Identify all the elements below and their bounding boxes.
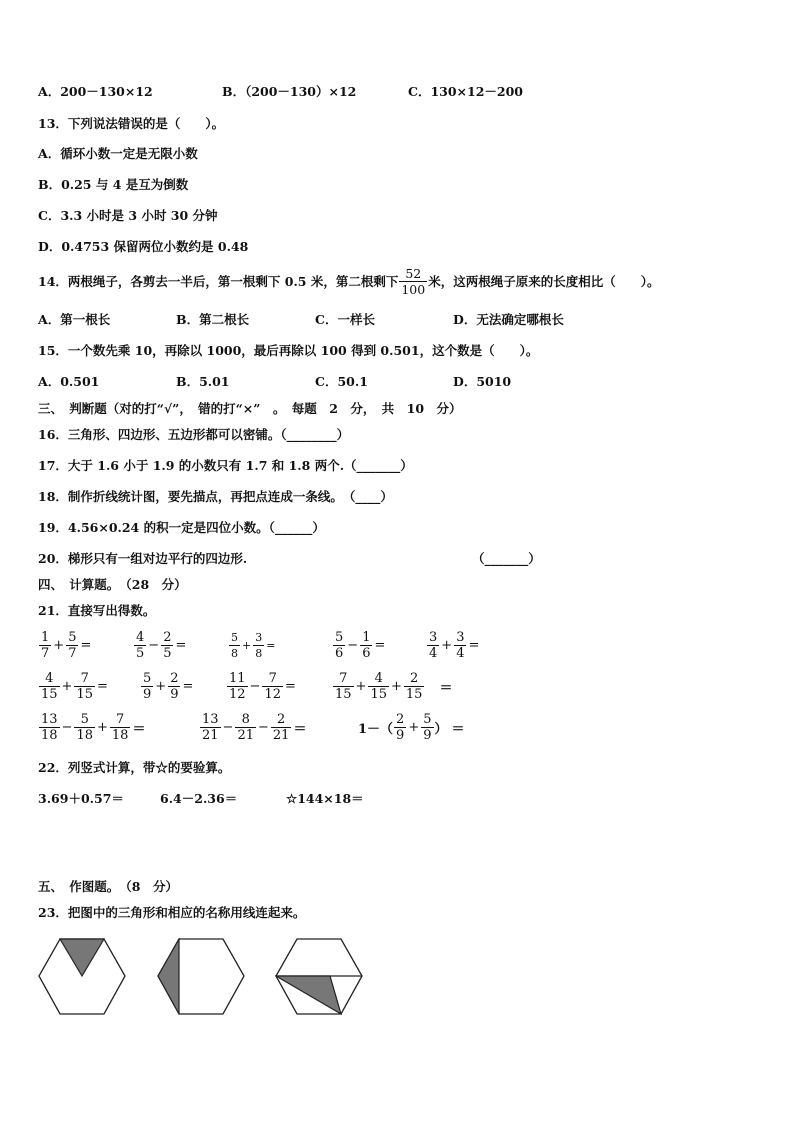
fraction	[39, 712, 60, 743]
denominator: 15	[41, 687, 58, 702]
numerator: 2	[170, 671, 179, 686]
denominator: 9	[396, 728, 405, 743]
denominator: 18	[41, 728, 58, 743]
denominator: 18	[111, 728, 129, 743]
q16: 16．三角形、四边形、五边形都可以密铺。（________）	[38, 427, 350, 442]
numerator: 3	[456, 630, 465, 645]
fraction	[141, 671, 153, 702]
hexagon-figure-3	[275, 938, 363, 1016]
q14-option-c: C．一样长	[315, 312, 375, 327]
q14-option-d: D．无法确定哪根长	[453, 312, 564, 327]
denominator: 15	[405, 687, 423, 702]
shaded-triangle	[158, 939, 179, 1014]
q14-fraction-numerator: 52	[405, 266, 422, 281]
q22-stem: 22．列竖式计算，带☆的要验算。	[38, 760, 231, 775]
q14-option-a: A．第一根长	[38, 312, 111, 327]
numerator: 3	[255, 631, 263, 644]
numerator: 7	[116, 712, 125, 727]
q13-option-b: B．0.25 与 4 是互为倒数	[38, 177, 189, 192]
q13-option-a: A．循环小数一定是无限小数	[38, 146, 198, 161]
q13-option-c: C．3.3 小时是 3 小时 30 分钟	[38, 208, 218, 223]
q15-stem: 15．一个数先乘 10，再除以 1000，最后再除以 100 得到 0.501，这个数是（ ）。	[38, 343, 539, 358]
hexagon-figure-1	[38, 938, 126, 1016]
fraction	[66, 630, 78, 661]
denominator: 9	[143, 687, 152, 702]
denominator: 7	[68, 646, 77, 661]
denominator: 6	[335, 646, 344, 661]
equals-sign: ＝	[293, 722, 307, 737]
q12-option-b: B．（200－130）×12	[222, 84, 357, 99]
operator: +	[408, 720, 420, 735]
denominator: 8	[231, 647, 238, 660]
denominator: 15	[76, 687, 93, 702]
fraction	[39, 671, 60, 702]
fraction	[229, 630, 240, 661]
fraction	[333, 630, 345, 661]
q19: 19．4.56×0.24 的积一定是四位小数。（______）	[38, 520, 325, 535]
denominator: 21	[202, 728, 219, 743]
numerator: 5	[231, 631, 238, 644]
fraction	[404, 671, 425, 702]
q13-stem: 13．下列说法错误的是（ ）。	[38, 116, 225, 131]
fraction	[74, 712, 95, 743]
equals-sign: =	[97, 679, 108, 694]
q13-option-d: D．0.4753 保留两位小数约是 0.48	[38, 239, 249, 254]
numerator: 4	[136, 630, 145, 645]
fraction	[134, 630, 146, 661]
numerator: 8	[241, 712, 250, 727]
equals-sign: ＝	[439, 681, 453, 696]
fraction	[110, 712, 131, 743]
denominator: 6	[362, 646, 371, 661]
operator: −	[222, 720, 234, 735]
q20-stem: 20．梯形只有一组对边平行的四边形.	[38, 551, 248, 566]
numerator: 7	[80, 671, 89, 686]
numerator: 3	[429, 630, 438, 645]
fraction	[360, 630, 372, 661]
q18: 18．制作折线统计图，要先描点，再把点连成一条线。 （____）	[38, 489, 393, 504]
expression-suffix: ）	[434, 722, 448, 737]
numerator: 1	[41, 630, 50, 645]
section-3-heading: 三、 判断题（对的打“√”， 错的打“×” 。 每题 2 分， 共 10 分）	[38, 401, 462, 416]
q15-option-a: A．0.501	[38, 374, 100, 389]
denominator: 12	[264, 687, 281, 702]
q20-answer-blank: （_______）	[472, 551, 541, 566]
numerator: 5	[80, 712, 89, 727]
fraction	[200, 712, 221, 743]
equals-sign: =	[374, 638, 386, 653]
denominator: 21	[237, 728, 254, 743]
calc-expression	[140, 671, 194, 702]
numerator: 2	[277, 712, 286, 727]
fraction	[262, 671, 283, 702]
vertical-calc-3: ☆144×18＝	[286, 791, 364, 806]
fraction	[161, 630, 173, 661]
q12-option-a: A．200－130×12	[38, 84, 153, 99]
numerator: 13	[202, 712, 219, 727]
operator: +	[391, 679, 402, 694]
denominator: 15	[370, 687, 387, 702]
numerator: 5	[143, 671, 152, 686]
numerator: 5	[335, 630, 344, 645]
calc-expression	[426, 630, 480, 661]
calc-expression	[199, 712, 307, 743]
fraction	[235, 712, 256, 743]
operator: −	[61, 720, 73, 735]
numerator: 4	[45, 671, 54, 686]
operator: +	[155, 679, 167, 694]
fraction	[168, 671, 180, 702]
denominator: 8	[255, 647, 263, 660]
denominator: 21	[272, 728, 290, 743]
numerator: 7	[268, 671, 277, 686]
fraction	[368, 671, 389, 702]
numerator: 1	[362, 630, 371, 645]
expression-prefix: 1－（	[358, 722, 394, 737]
vertical-calc-2: 6.4－2.36＝	[160, 791, 238, 806]
fraction	[227, 671, 248, 702]
calc-expression	[38, 712, 146, 743]
numerator: 5	[423, 712, 432, 727]
q14-option-b: B．第二根长	[176, 312, 250, 327]
equals-sign: =	[80, 638, 92, 653]
numerator: 2	[163, 630, 172, 645]
operator: −	[148, 638, 160, 653]
equals-sign: =	[285, 679, 296, 694]
numerator: 5	[68, 630, 77, 645]
hexagon-figure-2	[157, 938, 245, 1016]
denominator: 12	[229, 687, 246, 702]
numerator: 7	[339, 671, 348, 686]
q14-stem-part2: 米，这两根绳子原来的长度相比（ ）。	[428, 273, 660, 289]
fraction	[333, 671, 354, 702]
operator: +	[53, 638, 65, 653]
q12-option-c: C．130×12－200	[408, 84, 524, 99]
denominator: 15	[335, 687, 352, 702]
operator: +	[441, 638, 453, 653]
fraction	[394, 712, 406, 743]
q17: 17．大于 1.6 小于 1.9 的小数只有 1.7 和 1.8 两个.（_______）	[38, 458, 413, 473]
numerator: 2	[410, 671, 419, 686]
denominator: 18	[76, 728, 93, 743]
numerator: 13	[41, 712, 58, 727]
vertical-calc-1: 3.69＋0.57＝	[38, 791, 124, 806]
section-4-heading: 四、 计算题。 （28 分）	[38, 577, 187, 592]
operator: +	[97, 720, 108, 735]
equals-sign: =	[182, 679, 194, 694]
calc-expression	[332, 630, 386, 661]
equals-sign: ＝	[451, 722, 465, 737]
operator: +	[61, 679, 73, 694]
denominator: 9	[170, 687, 179, 702]
fraction	[74, 671, 95, 702]
fraction	[253, 630, 264, 661]
calc-expression	[226, 671, 297, 702]
denominator: 9	[423, 728, 432, 743]
q14-stem	[38, 266, 659, 297]
operator: +	[242, 639, 252, 652]
fraction	[421, 712, 433, 743]
equals-sign: =	[266, 639, 276, 652]
q21-stem: 21．直接写出得数。	[38, 603, 156, 618]
calc-expression	[38, 630, 92, 661]
denominator: 7	[41, 646, 50, 661]
q15-option-b: B．5.01	[176, 374, 230, 389]
calc-expression	[133, 630, 187, 661]
q14-fraction	[399, 266, 427, 297]
equals-sign: =	[175, 638, 187, 653]
fraction	[271, 712, 292, 743]
fraction	[454, 630, 466, 661]
denominator: 4	[456, 646, 465, 661]
operator: −	[258, 720, 269, 735]
calc-expression	[332, 671, 453, 702]
equals-sign: =	[468, 638, 480, 653]
q15-option-d: D．5010	[453, 374, 512, 389]
calc-expression	[228, 630, 276, 661]
operator: +	[355, 679, 367, 694]
numerator: 4	[374, 671, 383, 686]
q14-fraction-denominator: 100	[401, 282, 426, 297]
q15-option-c: C．50.1	[315, 374, 368, 389]
q23-stem: 23．把图中的三角形和相应的名称用线连起来。	[38, 905, 306, 920]
fraction	[427, 630, 439, 661]
numerator: 11	[229, 671, 246, 686]
fraction	[39, 630, 51, 661]
q14-stem-part1: 14．两根绳子，各剪去一半后，第一根剩下 0.5 米，第二根剩下	[38, 273, 399, 289]
denominator: 5	[163, 646, 172, 661]
operator: −	[347, 638, 359, 653]
numerator: 2	[396, 712, 405, 727]
denominator: 4	[429, 646, 438, 661]
calc-expression	[38, 671, 109, 702]
operator: −	[249, 679, 261, 694]
section-5-heading: 五、 作图题。 （8 分）	[38, 879, 178, 894]
calc-expression	[358, 712, 466, 743]
equals-sign: ＝	[132, 722, 146, 737]
denominator: 5	[136, 646, 145, 661]
